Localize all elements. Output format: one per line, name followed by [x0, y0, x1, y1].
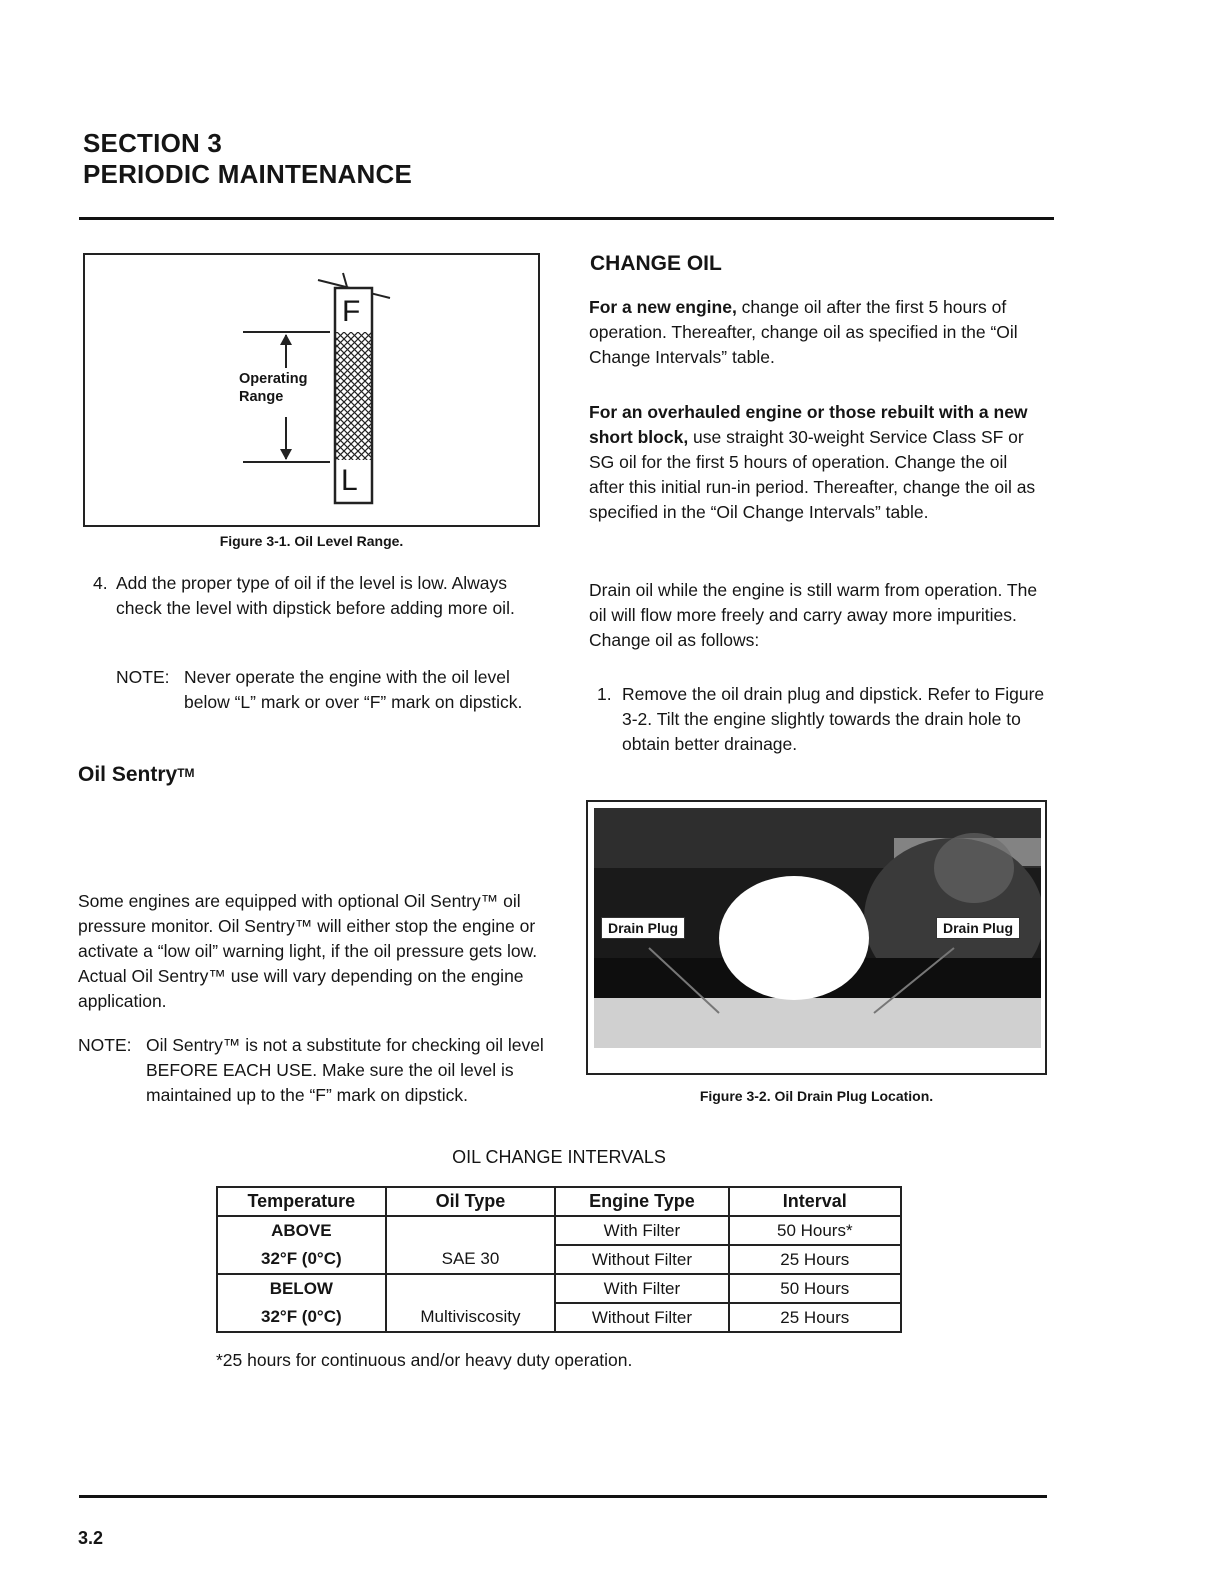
note-1-text: Never operate the engine with the oil level below “L” mark or over “F” mark on dipstick.: [184, 667, 523, 712]
section-heading: [83, 128, 412, 190]
note-1: [116, 665, 546, 715]
header-engine-type: Engine Type: [555, 1187, 728, 1216]
table-row: [217, 1245, 901, 1274]
operating-range-label: Operating Range: [239, 371, 308, 405]
oil-sae30: SAE 30: [386, 1216, 556, 1274]
engine-type-cell: With Filter: [555, 1274, 728, 1303]
interval-cell: 50 Hours*: [729, 1216, 901, 1245]
step-1-number: 1.: [597, 684, 612, 704]
drain-plug-callout-right: Drain Plug: [936, 917, 1020, 939]
temp-value: 32°F (0°C): [217, 1245, 386, 1274]
oil-sentry-paragraph: Some engines are equipped with optional Oil Sentry™ oil pressure monitor. Oil Sentry™ will either stop the engine or activate a “low oil” warning light, if the oil pressure gets low. Actual Oil Sentry™ use will vary depending on the engine application.: [78, 891, 538, 1011]
change-oil-para-3: Drain oil while the engine is still warm from operation. The oil will flow more freely and carry away more impurities. Change oil as follows:: [589, 580, 1038, 650]
engine-type-cell: Without Filter: [555, 1303, 728, 1332]
table-header-row: [217, 1187, 901, 1216]
header-rule: [79, 217, 1054, 220]
table-row: [217, 1303, 901, 1332]
drain-area-highlight: [719, 876, 869, 1000]
dipstick-diagram: [85, 255, 538, 525]
table-row: [217, 1216, 901, 1245]
temp-above: ABOVE: [217, 1216, 386, 1245]
change-oil-para-1: For a new engine, change oil after the first 5 hours of operation. Thereafter, change oil as specified in the “Oil Change Intervals” table.: [589, 297, 1018, 367]
temp-value: 32°F (0°C): [217, 1303, 386, 1332]
header-interval: Interval: [729, 1187, 901, 1216]
note-1-label: NOTE:: [116, 667, 170, 687]
footer-rule: [79, 1495, 1047, 1498]
figure2-caption: Figure 3-2. Oil Drain Plug Location.: [699, 1088, 934, 1104]
header-temperature: Temperature: [217, 1187, 386, 1216]
section-title: PERIODIC MAINTENANCE: [83, 159, 413, 189]
table-title: OIL CHANGE INTERVALS: [452, 1147, 666, 1167]
change-oil-heading: CHANGE OIL: [590, 252, 722, 275]
interval-cell: 25 Hours: [729, 1245, 901, 1274]
section-number: SECTION 3: [83, 128, 223, 158]
note-2-label: NOTE:: [78, 1035, 132, 1055]
table-row: [217, 1274, 901, 1303]
header-oil-type: Oil Type: [386, 1187, 556, 1216]
drain-plug-callout-left: Drain Plug: [601, 917, 685, 939]
oil-sentry-heading: Oil SentryTM: [78, 763, 195, 786]
temp-below: BELOW: [217, 1274, 386, 1303]
change-oil-para-2: For an overhauled engine or those rebuilt with a new short block, use straight 30-weight Service Class SF or SG oil for the first 5 hours of operation. Change the oil after this initial run-in period. Thereafter, change the oil as specified in the “Oil Change Intervals” table.: [589, 402, 1036, 522]
table-footnote: *25 hours for continuous and/or heavy duty operation.: [216, 1350, 633, 1370]
low-mark: L: [341, 464, 358, 497]
step-4-text: Add the proper type of oil if the level is low. Always check the level with dipstick before adding more oil.: [116, 573, 515, 618]
engine-type-cell: With Filter: [555, 1216, 728, 1245]
oil-multiviscosity: Multiviscosity: [386, 1274, 556, 1332]
interval-cell: 25 Hours: [729, 1303, 901, 1332]
full-mark: F: [342, 295, 361, 328]
note-2-text: Oil Sentry™ is not a substitute for checking oil level BEFORE EACH USE. Make sure the oil level is maintained up to the “F” mark on dipstick.: [146, 1035, 544, 1105]
step-1-text: Remove the oil drain plug and dipstick. Refer to Figure 3-2. Tilt the engine slightly towards the drain hole to obtain better drainage.: [622, 684, 1045, 754]
figure1-caption: Figure 3-1. Oil Level Range.: [219, 533, 404, 549]
note-2: [78, 1033, 550, 1108]
interval-cell: 50 Hours: [729, 1274, 901, 1303]
oil-change-intervals-table: [216, 1186, 902, 1333]
figure-oil-level-range: [83, 253, 540, 527]
figure-oil-drain-plug: [586, 800, 1047, 1075]
page-number: 3.2: [78, 1528, 104, 1548]
step-4-number: 4.: [93, 573, 108, 593]
engine-type-cell: Without Filter: [555, 1245, 728, 1274]
